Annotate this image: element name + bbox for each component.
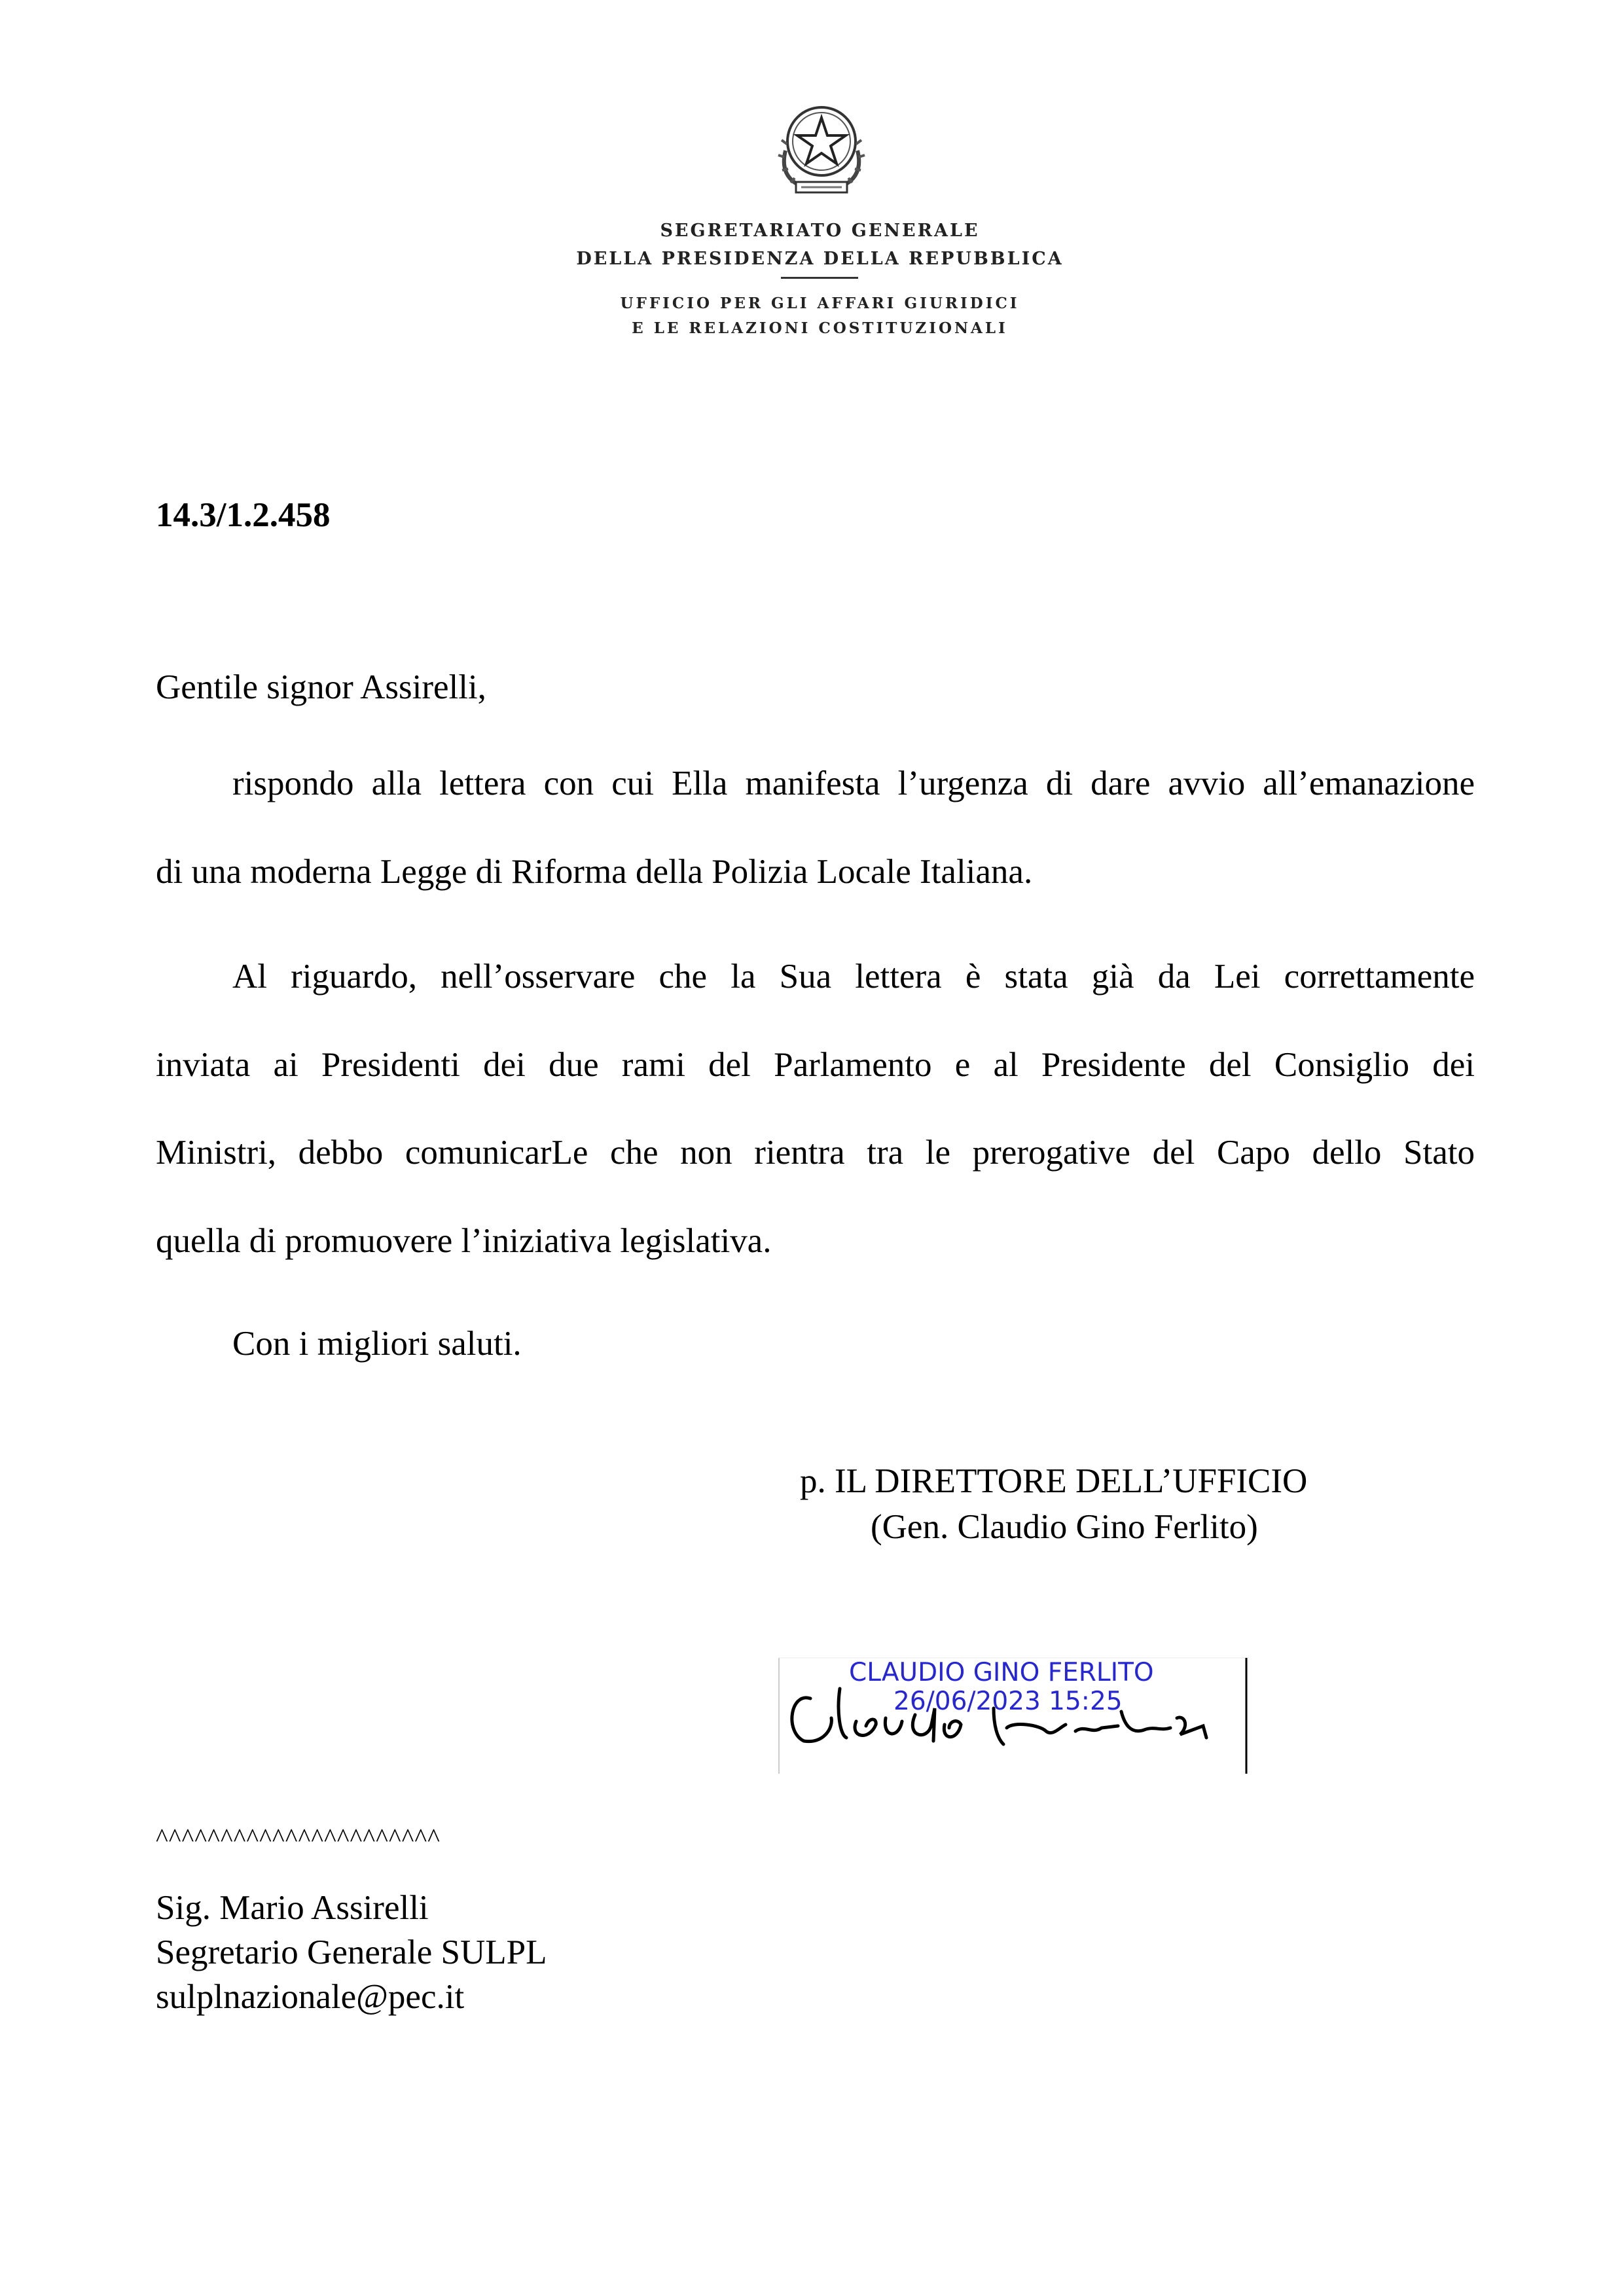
separator-line: ^^^^^^^^^^^^^^^^^^^^^^ xyxy=(156,1823,441,1852)
letterhead-line-3: UFFICIO PER GLI AFFARI GIURIDICI xyxy=(620,295,1020,312)
signatory-title: p. IL DIRETTORE DELL’UFFICIO xyxy=(800,1462,1308,1500)
letterhead-divider xyxy=(781,277,858,279)
paragraph-2-line-2: inviata ai Presidenti dei due rami del Parlamento e al Presidente del Consiglio dei xyxy=(156,1046,1475,1084)
letterhead-line-1: SEGRETARIATO GENERALE xyxy=(660,221,980,241)
digital-signature-stamp-datetime: 26/06/2023 15:25 xyxy=(893,1687,1123,1716)
recipient-email: sulplnazionale@pec.it xyxy=(156,1978,465,2016)
paragraph-2-line-4: quella di promuovere l’iniziativa legislativa. xyxy=(156,1222,772,1260)
salutation: Gentile signor Assirelli, xyxy=(156,668,486,706)
letterhead-line-2: DELLA PRESIDENZA DELLA REPUBBLICA xyxy=(576,249,1064,269)
letterhead-line-4: E LE RELAZIONI COSTITUZIONALI xyxy=(632,319,1008,337)
protocol-number: 14.3/1.2.458 xyxy=(156,496,331,534)
paragraph-1-line-2: di una moderna Legge di Riforma della Polizia Locale Italiana. xyxy=(156,853,1033,891)
recipient-role: Segretario Generale SULPL xyxy=(156,1933,547,1971)
italian-republic-emblem-icon xyxy=(772,98,871,203)
paragraph-1-line-1: rispondo alla lettera con cui Ella manifesta l’urgenza di dare avvio all’emanazione xyxy=(232,764,1475,802)
paragraph-2-line-1: Al riguardo, nell’osservare che la Sua lettera è stata già da Lei correttamente xyxy=(232,958,1475,996)
signatory-name: (Gen. Claudio Gino Ferlito) xyxy=(871,1508,1258,1546)
closing-greeting: Con i migliori saluti. xyxy=(232,1325,522,1363)
paragraph-2-line-3: Ministri, debbo comunicarLe che non rientra tra le prerogative del Capo dello Stato xyxy=(156,1134,1475,1172)
digital-signature-stamp-name: CLAUDIO GINO FERLITO xyxy=(849,1658,1154,1687)
recipient-name: Sig. Mario Assirelli xyxy=(156,1889,429,1927)
